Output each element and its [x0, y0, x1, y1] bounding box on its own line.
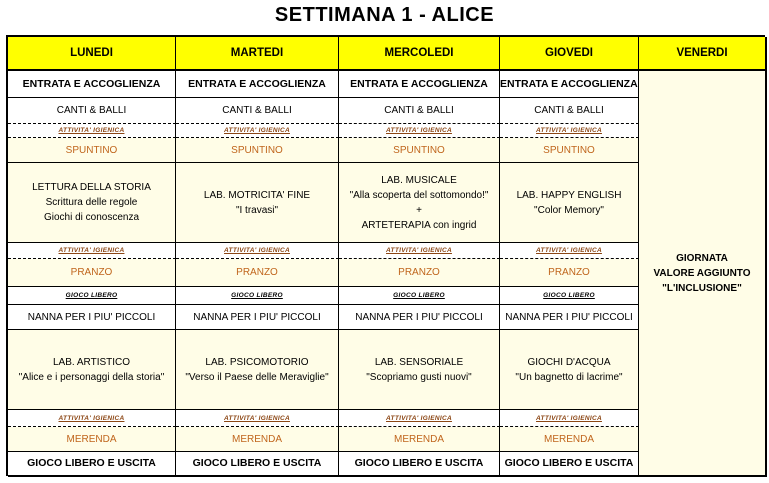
- activity-line: LAB. SENSORIALE: [374, 356, 464, 368]
- igienica-cell: ATTIVITA' IGIENICA: [500, 124, 639, 138]
- canti-cell: CANTI & BALLI: [500, 98, 639, 124]
- igienica-cell: ATTIVITA' IGIENICA: [176, 124, 339, 138]
- morning-activity-giovedi: [500, 163, 639, 243]
- friday-line: VALORE AGGIUNTO: [653, 267, 751, 279]
- igienica-cell: ATTIVITA' IGIENICA: [500, 243, 639, 259]
- nanna-cell: NANNA PER I PIU' PICCOLI: [339, 305, 500, 330]
- pranzo-cell: PRANZO: [339, 259, 500, 287]
- gioco-libero-cell: GIOCO LIBERO: [339, 287, 500, 305]
- uscita-cell: GIOCO LIBERO E USCITA: [339, 452, 500, 477]
- activity-line: LAB. PSICOMOTORIO: [205, 356, 309, 368]
- igienica-cell: ATTIVITA' IGIENICA: [8, 410, 176, 427]
- activity-line: "Alice e i personaggi della storia": [18, 371, 165, 383]
- friday-line: "L'INCLUSIONE": [662, 282, 742, 294]
- activity-line: "Color Memory": [534, 204, 604, 216]
- friday-special-day: [639, 71, 767, 477]
- gioco-libero-cell: GIOCO LIBERO: [176, 287, 339, 305]
- nanna-cell: NANNA PER I PIU' PICCOLI: [8, 305, 176, 330]
- merenda-cell: MERENDA: [339, 427, 500, 452]
- day-header-mercoledi: MERCOLEDI: [339, 37, 500, 71]
- activity-line: LAB. HAPPY ENGLISH: [516, 189, 622, 201]
- activity-line: LAB. MOTRICITA' FINE: [203, 189, 311, 201]
- uscita-cell: GIOCO LIBERO E USCITA: [8, 452, 176, 477]
- pranzo-cell: PRANZO: [8, 259, 176, 287]
- activity-line: LAB. ARTISTICO: [52, 356, 131, 368]
- morning-activity-martedi: [176, 163, 339, 243]
- canti-cell: CANTI & BALLI: [339, 98, 500, 124]
- entrata-cell: ENTRATA E ACCOGLIENZA: [339, 71, 500, 98]
- activity-line: +: [416, 204, 422, 216]
- activity-line: LAB. MUSICALE: [381, 174, 457, 186]
- activity-line: Scrittura delle regole: [45, 197, 138, 208]
- uscita-cell: GIOCO LIBERO E USCITA: [500, 452, 639, 477]
- day-header-giovedi: GIOVEDI: [500, 37, 639, 71]
- spuntino-cell: SPUNTINO: [176, 138, 339, 163]
- igienica-cell: ATTIVITA' IGIENICA: [8, 243, 176, 259]
- igienica-cell: ATTIVITA' IGIENICA: [339, 243, 500, 259]
- nanna-cell: NANNA PER I PIU' PICCOLI: [500, 305, 639, 330]
- activity-line: "Verso il Paese delle Meraviglie": [185, 371, 329, 383]
- canti-cell: CANTI & BALLI: [8, 98, 176, 124]
- activity-line: "I travasi": [235, 204, 279, 216]
- igienica-cell: ATTIVITA' IGIENICA: [176, 243, 339, 259]
- day-header-venerdi: VENERDI: [639, 37, 767, 71]
- gioco-libero-cell: GIOCO LIBERO: [500, 287, 639, 305]
- igienica-cell: ATTIVITA' IGIENICA: [339, 124, 500, 138]
- page-title: SETTIMANA 1 - ALICE: [274, 4, 495, 26]
- morning-activity-mercoledi: [339, 163, 500, 243]
- igienica-cell: ATTIVITA' IGIENICA: [8, 124, 176, 138]
- entrata-cell: ENTRATA E ACCOGLIENZA: [176, 71, 339, 98]
- uscita-cell: GIOCO LIBERO E USCITA: [176, 452, 339, 477]
- igienica-cell: ATTIVITA' IGIENICA: [500, 410, 639, 427]
- igienica-cell: ATTIVITA' IGIENICA: [339, 410, 500, 427]
- afternoon-activity-martedi: [176, 330, 339, 410]
- activity-line: "Scopriamo gusti nuovi": [366, 371, 472, 383]
- activity-line: ARTETERAPIA con ingrid: [361, 219, 477, 231]
- friday-line: GIORNATA: [676, 252, 728, 264]
- igienica-cell: ATTIVITA' IGIENICA: [176, 410, 339, 427]
- pranzo-cell: PRANZO: [500, 259, 639, 287]
- entrata-cell: ENTRATA E ACCOGLIENZA: [8, 71, 176, 98]
- nanna-cell: NANNA PER I PIU' PICCOLI: [176, 305, 339, 330]
- activity-line: LETTURA DELLA STORIA: [32, 182, 151, 193]
- merenda-cell: MERENDA: [8, 427, 176, 452]
- afternoon-activity-giovedi: [500, 330, 639, 410]
- merenda-cell: MERENDA: [500, 427, 639, 452]
- afternoon-activity-mercoledi: [339, 330, 500, 410]
- afternoon-activity-lunedi: [8, 330, 176, 410]
- activity-line: Giochi di conoscenza: [43, 212, 140, 223]
- spuntino-cell: SPUNTINO: [8, 138, 176, 163]
- pranzo-cell: PRANZO: [176, 259, 339, 287]
- entrata-cell: ENTRATA E ACCOGLIENZA: [500, 71, 639, 98]
- day-header-lunedi: LUNEDI: [8, 37, 176, 71]
- day-header-martedi: MARTEDI: [176, 37, 339, 71]
- activity-line: "Alla scoperta del sottomondo!": [349, 189, 489, 201]
- activity-line: "Un bagnetto di lacrime": [515, 371, 623, 383]
- morning-activity-lunedi: [8, 163, 176, 243]
- canti-cell: CANTI & BALLI: [176, 98, 339, 124]
- activity-line: GIOCHI D'ACQUA: [527, 356, 611, 368]
- schedule-table: [6, 35, 765, 476]
- gioco-libero-cell: GIOCO LIBERO: [8, 287, 176, 305]
- merenda-cell: MERENDA: [176, 427, 339, 452]
- spuntino-cell: SPUNTINO: [500, 138, 639, 163]
- spuntino-cell: SPUNTINO: [339, 138, 500, 163]
